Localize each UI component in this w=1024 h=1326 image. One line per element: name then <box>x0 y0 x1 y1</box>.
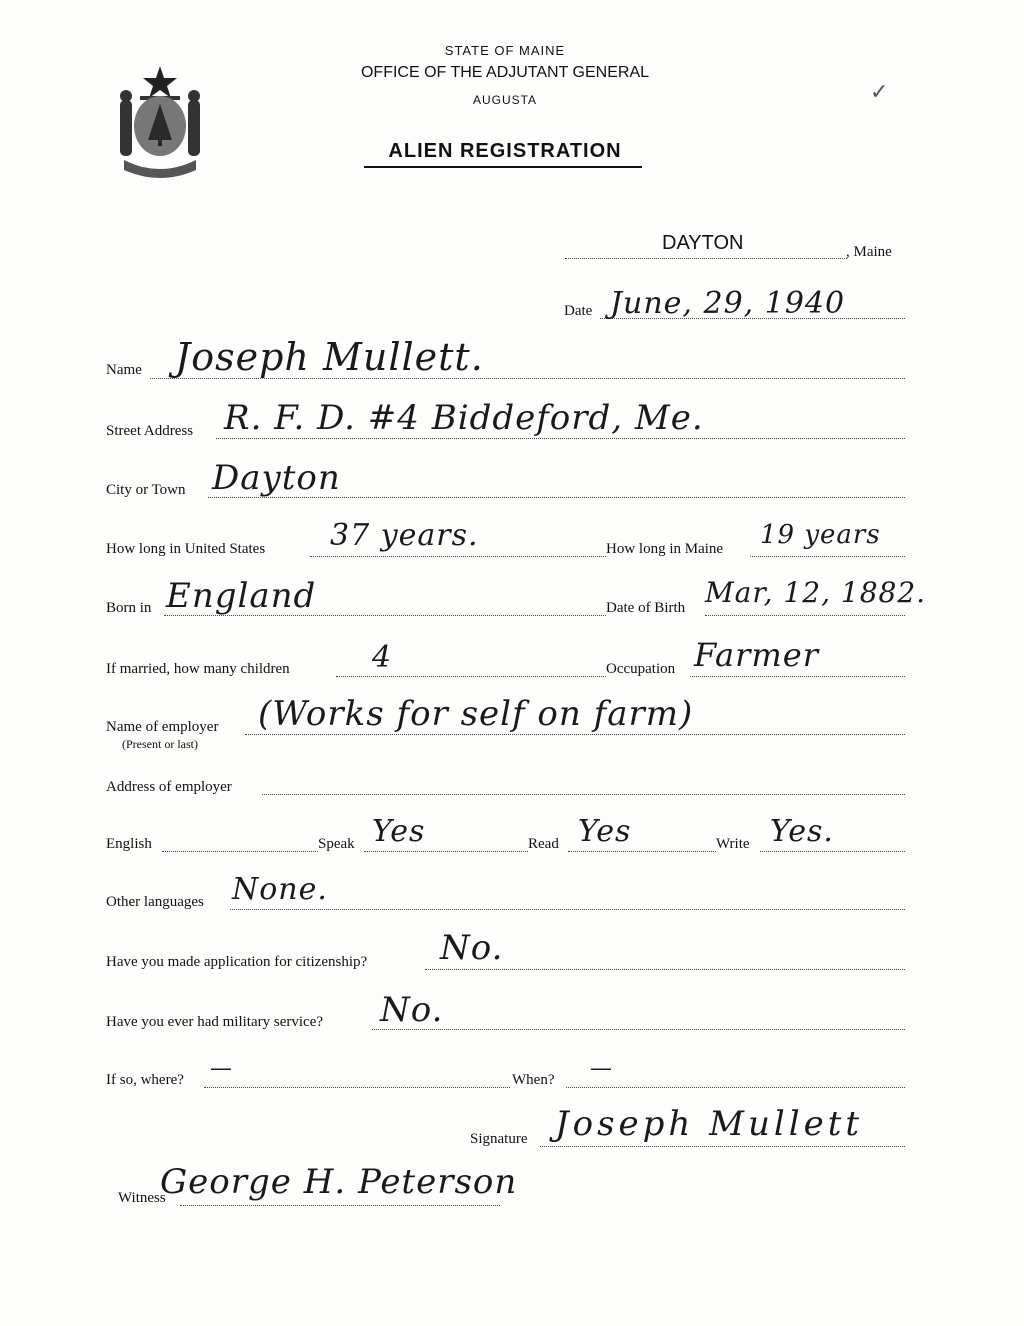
military-label: Have you ever had military service? <box>106 1014 323 1030</box>
children-label: If married, how many children <box>106 661 290 677</box>
read-label: Read <box>528 836 559 852</box>
state-heading: STATE OF MAINE <box>444 43 566 58</box>
employer-note: (Present or last) <box>122 737 198 751</box>
date-value: June, 29, 1940 <box>610 286 846 321</box>
if-so-where-label: If so, where? <box>106 1072 184 1088</box>
date-of-birth-label: Date of Birth <box>606 600 686 616</box>
occupation-label: Occupation <box>606 661 676 677</box>
state-label: , Maine <box>846 244 892 260</box>
employer-line <box>245 734 905 735</box>
witness-value: George H. Peterson <box>160 1162 518 1202</box>
how-long-us-line <box>310 556 606 557</box>
read-line <box>568 851 716 852</box>
form-title-underline <box>364 166 642 168</box>
date-label: Date <box>564 303 593 319</box>
military-value: No. <box>380 990 444 1030</box>
citizenship-label: Have you made application for citizenship? <box>106 954 368 970</box>
how-long-us-value: 37 years. <box>330 518 479 553</box>
how-long-maine-line <box>750 556 905 557</box>
children-value: 4 <box>372 640 393 675</box>
witness-label: Witness <box>118 1190 166 1206</box>
witness-line <box>180 1205 500 1206</box>
when-value: — <box>590 1056 613 1081</box>
check-mark: ✓ <box>870 80 889 105</box>
city-or-town-label: City or Town <box>106 482 186 498</box>
street-address-label: Street Address <box>106 423 194 439</box>
seal-text: MAINE <box>140 158 176 170</box>
employer-value: (Works for self on farm) <box>258 694 694 734</box>
office-heading: OFFICE OF THE ADJUTANT GENERAL <box>360 64 650 81</box>
how-long-us-label: How long in United States <box>106 541 266 557</box>
street-address-line <box>216 438 905 439</box>
born-in-label: Born in <box>106 600 152 616</box>
street-address-value: R. F. D. #4 Biddeford, Me. <box>224 398 704 438</box>
when-label: When? <box>512 1072 555 1088</box>
form-title: ALIEN REGISTRATION <box>388 140 622 162</box>
maine-state-seal-icon <box>110 60 210 180</box>
occupation-value: Farmer <box>694 636 819 674</box>
english-line <box>162 851 318 852</box>
speak-label: Speak <box>318 836 355 852</box>
citizenship-value: No. <box>440 928 504 968</box>
how-long-maine-value: 19 years <box>760 520 881 550</box>
other-languages-label: Other languages <box>106 894 204 910</box>
employer-address-label: Address of employer <box>106 779 232 795</box>
other-languages-line <box>230 909 905 910</box>
write-label: Write <box>716 836 750 852</box>
speak-value: Yes <box>372 814 426 849</box>
name-value: Joseph Mullett. <box>175 335 484 379</box>
speak-line <box>364 851 528 852</box>
date-of-birth-value: Mar, 12, 1882. <box>705 576 927 609</box>
date-of-birth-line <box>705 615 905 616</box>
name-label: Name <box>106 362 142 378</box>
how-long-maine-label: How long in Maine <box>606 541 724 557</box>
signature-line <box>540 1146 905 1147</box>
citizenship-line <box>425 969 905 970</box>
when-line <box>566 1087 905 1088</box>
born-in-value: England <box>166 576 317 616</box>
english-label: English <box>106 836 152 852</box>
employer-address-line <box>262 794 905 795</box>
if-so-where-line <box>204 1087 510 1088</box>
signature-label: Signature <box>470 1131 528 1147</box>
military-line <box>372 1029 905 1030</box>
town-typed: DAYTON <box>662 232 744 254</box>
signature-value: Joseph Mullett <box>555 1104 864 1144</box>
read-value: Yes <box>578 814 632 849</box>
city-heading: AUGUSTA <box>472 93 538 107</box>
write-value: Yes. <box>770 814 834 849</box>
if-so-where-value: — <box>210 1056 233 1081</box>
other-languages-value: None. <box>232 872 328 907</box>
occupation-line <box>690 676 905 677</box>
employer-label: Name of employer <box>106 719 219 735</box>
city-or-town-value: Dayton <box>212 458 341 498</box>
write-line <box>760 851 905 852</box>
children-line <box>336 676 606 677</box>
town-line <box>565 258 847 259</box>
